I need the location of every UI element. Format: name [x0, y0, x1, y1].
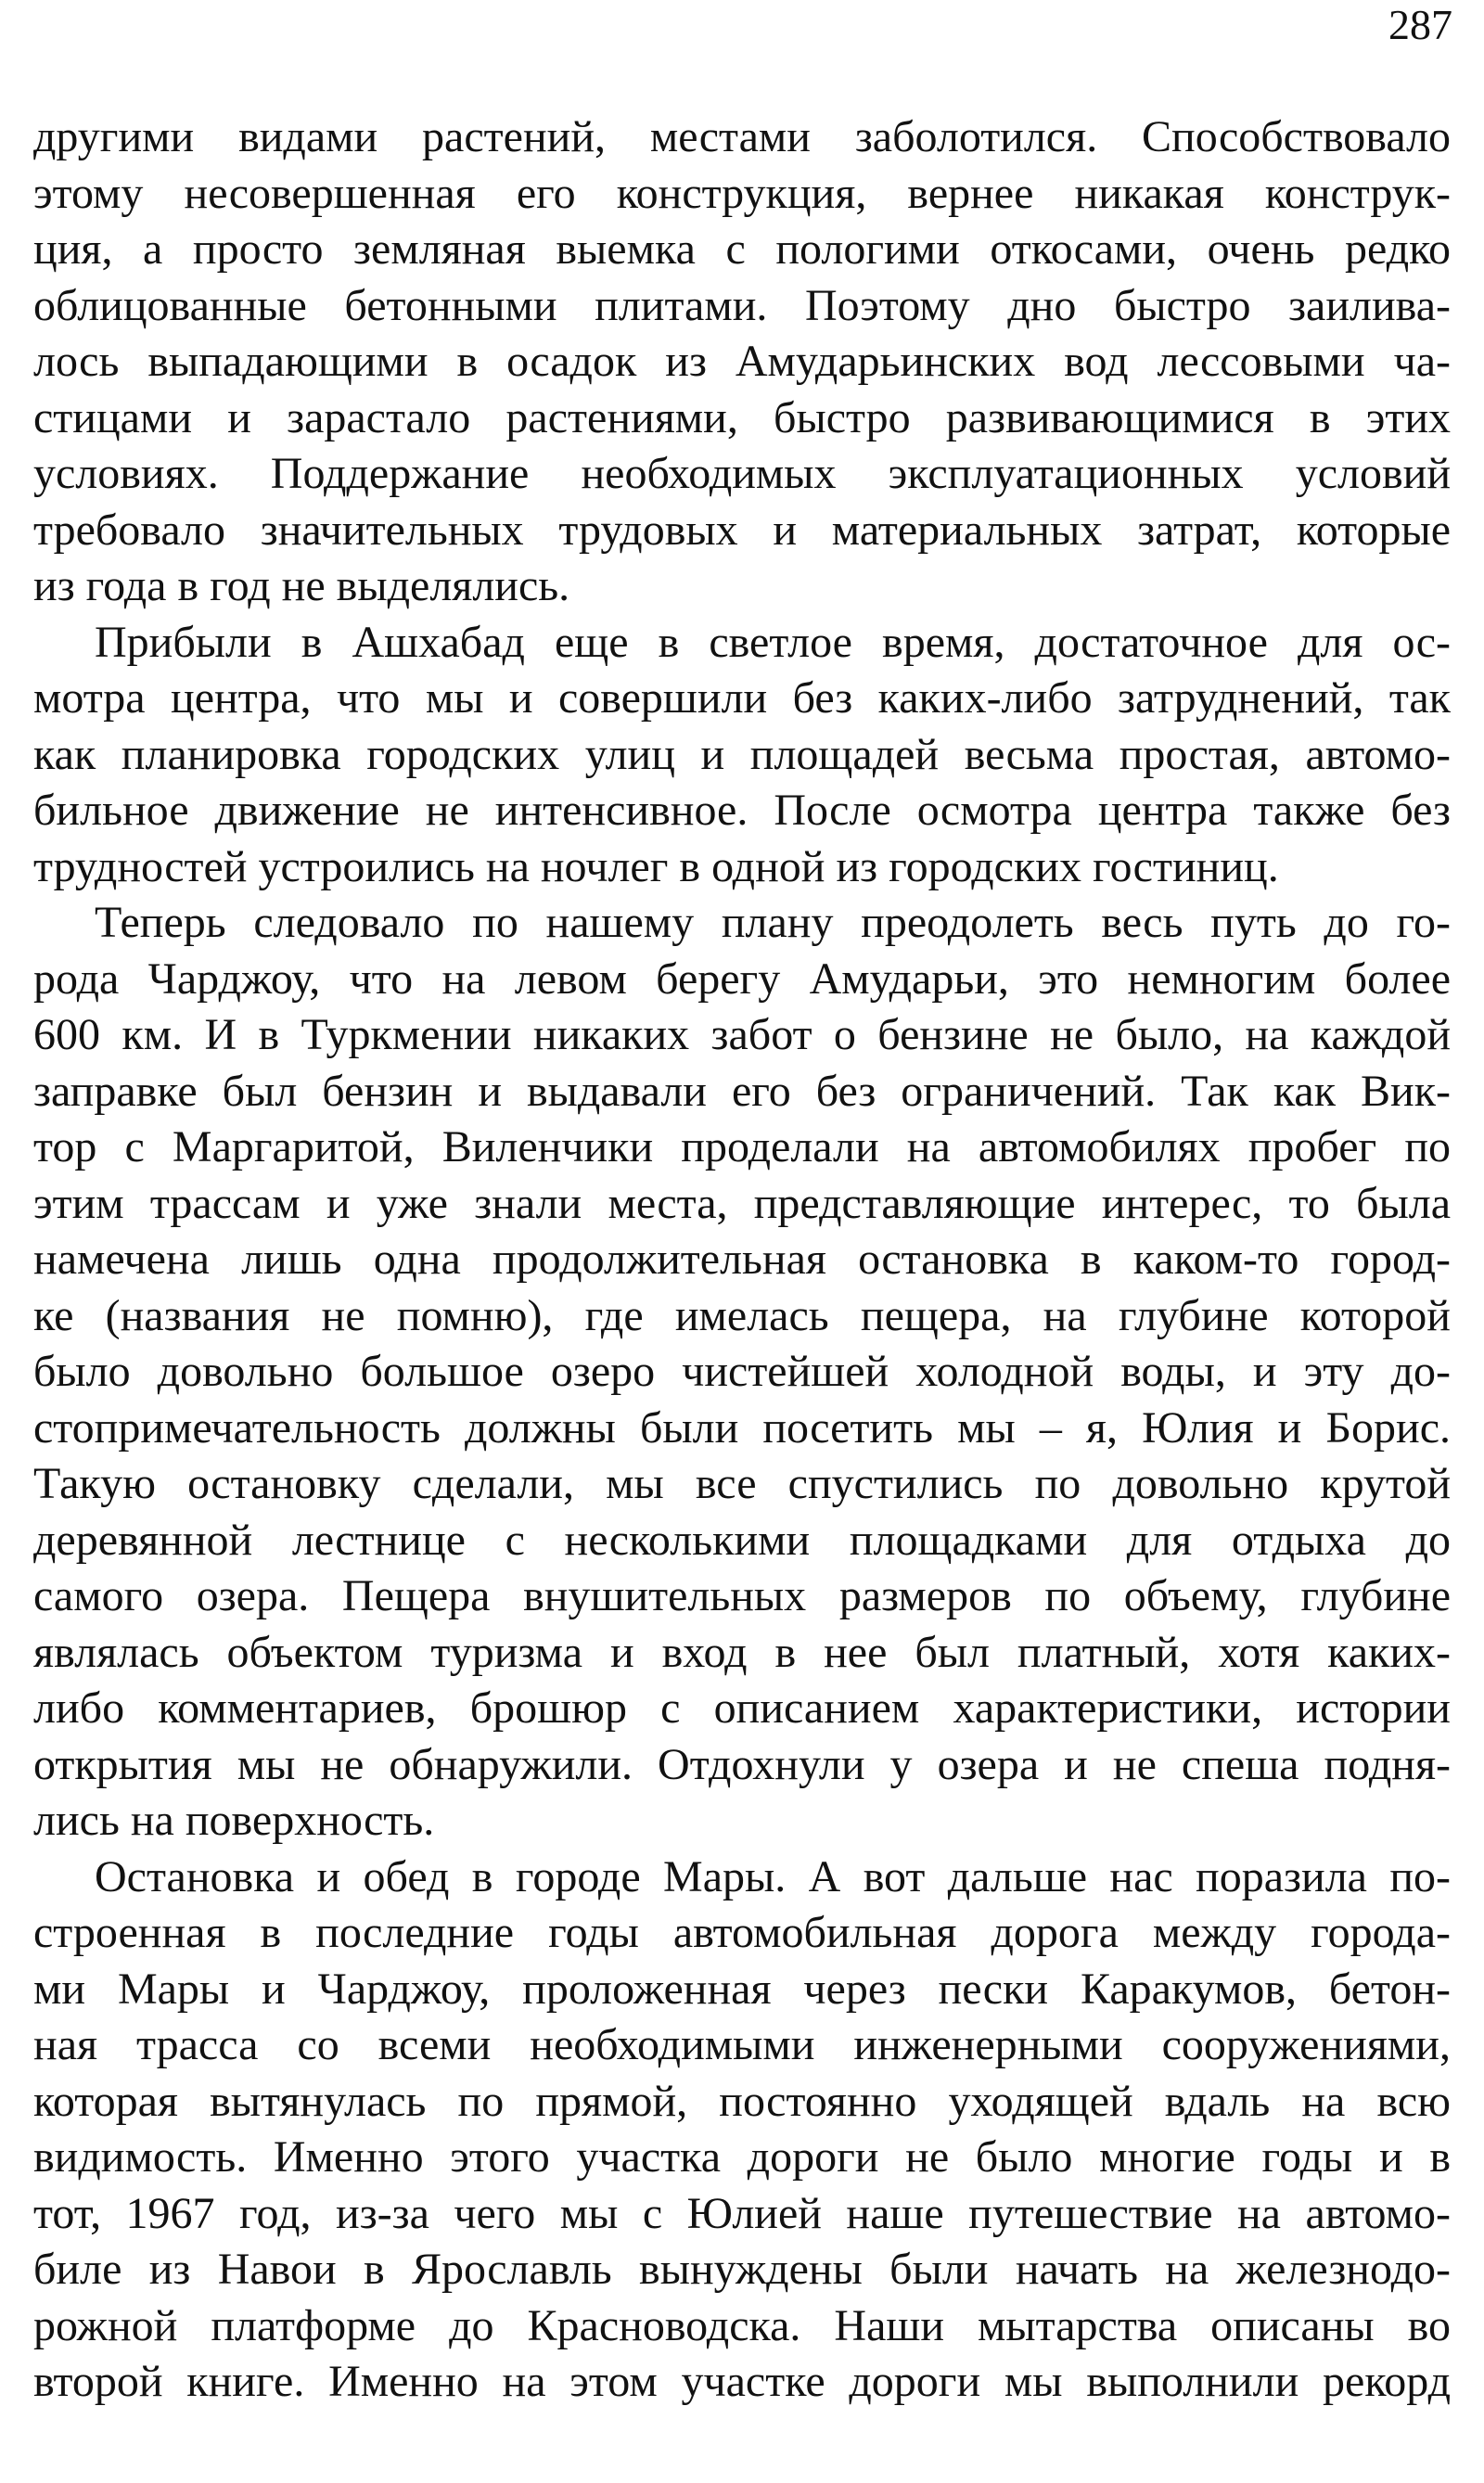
- text-line: мотра центра, что мы и совершили без каких-либо затруднений, так: [33, 673, 1451, 723]
- text-line: облицованные бетонными плитами. Поэтому дно быстро заилива-: [33, 280, 1451, 330]
- text-line: условиях. Поддержание необходимых эксплуатационных условий: [33, 449, 1451, 498]
- text-line: стицами и зарастало растениями, быстро развивающимися в этих: [33, 392, 1451, 442]
- text-line: Прибыли в Ашхабад еще в светлое время, достаточное для ос-: [95, 617, 1451, 667]
- text-line: требовало значительных трудовых и материальных затрат, которые: [33, 505, 1451, 555]
- text-line: другими видами растений, местами заболотился. Способствовало: [33, 112, 1451, 161]
- text-line: лось выпадающими в осадок из Амударьинских вод лессовыми ча-: [33, 337, 1451, 386]
- text-line: этим трассам и уже знали места, представляющие интерес, то была: [33, 1178, 1451, 1228]
- text-line: лись на поверхность.: [33, 1796, 435, 1845]
- paragraph: [33, 1849, 1451, 2411]
- text-line: этому несовершенная его конструкция, вернее никакая конструк-: [33, 168, 1451, 218]
- text-line: либо комментариев, брошюр с описанием характеристики, истории: [33, 1683, 1451, 1733]
- text-line: второй книге. Именно на этом участке дороги мы выполнили рекорд: [33, 2357, 1451, 2406]
- text-line: Такую остановку сделали, мы все спустились по довольно крутой: [33, 1459, 1451, 1508]
- paragraph: [33, 109, 1451, 615]
- text-line: ция, а просто земляная выемка с пологими откосами, очень редко: [33, 224, 1451, 274]
- text-line: Теперь следовало по нашему плану преодолеть весь путь до го-: [95, 898, 1451, 947]
- text-line: трудностей устроились на ночлег в одной из городских гостиниц.: [33, 841, 1279, 891]
- text-line: видимость. Именно этого участка дороги не было многие годы и в: [33, 2132, 1451, 2182]
- text-line: ная трасса со всеми необходимыми инженерными сооружениями,: [33, 2020, 1451, 2069]
- text-line: которая вытянулась по прямой, постоянно уходящей вдаль на всю: [33, 2076, 1451, 2126]
- text-line: было довольно большое озеро чистейшей холодной воды, и эту до-: [33, 1347, 1451, 1396]
- text-line: из года в год не выделялись.: [33, 561, 570, 610]
- text-line: тор с Маргаритой, Виленчики проделали на автомобилях пробег по: [33, 1122, 1451, 1171]
- text-line: как планировка городских улиц и площадей весьма простая, автомо-: [33, 729, 1451, 779]
- text-line: намечена лишь одна продолжительная остановка в каком-то город-: [33, 1235, 1451, 1284]
- text-line: самого озера. Пещера внушительных размеров по объему, глубине: [33, 1571, 1451, 1620]
- page-number: 287: [1388, 1, 1452, 48]
- text-line: являлась объектом туризма и вход в нее был платный, хотя каких-: [33, 1627, 1451, 1677]
- body-text: [33, 109, 1451, 2411]
- text-line: строенная в последние годы автомобильная дорога между города-: [33, 1908, 1451, 1957]
- text-line: ке (названия не помню), где имелась пещера, на глубине которой: [33, 1290, 1451, 1340]
- text-line: 600 км. И в Туркмении никаких забот о бензине не было, на каждой: [33, 1010, 1451, 1059]
- paragraph: [33, 895, 1451, 1849]
- text-line: рода Чарджоу, что на левом берегу Амударьи, это немногим более: [33, 954, 1451, 1004]
- text-line: заправке был бензин и выдавали его без ограничений. Так как Вик-: [33, 1066, 1451, 1116]
- paragraph: [33, 615, 1451, 896]
- text-line: ми Мары и Чарджоу, проложенная через пески Каракумов, бетон-: [33, 1964, 1451, 2014]
- text-line: деревянной лестнице с несколькими площадками для отдыха до: [33, 1515, 1451, 1565]
- text-line: тот, 1967 год, из-за чего мы с Юлией наше путешествие на автомо-: [33, 2188, 1451, 2238]
- text-line: стопримечательность должны были посетить мы – я, Юлия и Борис.: [33, 1402, 1451, 1453]
- text-line: Остановка и обед в городе Мары. А вот дальше нас поразила по-: [95, 1851, 1451, 1901]
- text-line: бильное движение не интенсивное. После осмотра центра также без: [33, 786, 1451, 835]
- text-line: биле из Навои в Ярославль вынуждены были начать на железнодо-: [33, 2245, 1451, 2294]
- text-line: открытия мы не обнаружили. Отдохнули у озера и не спеша подня-: [33, 1739, 1451, 1789]
- text-line: рожной платформе до Красноводска. Наши мытарства описаны во: [33, 2300, 1451, 2350]
